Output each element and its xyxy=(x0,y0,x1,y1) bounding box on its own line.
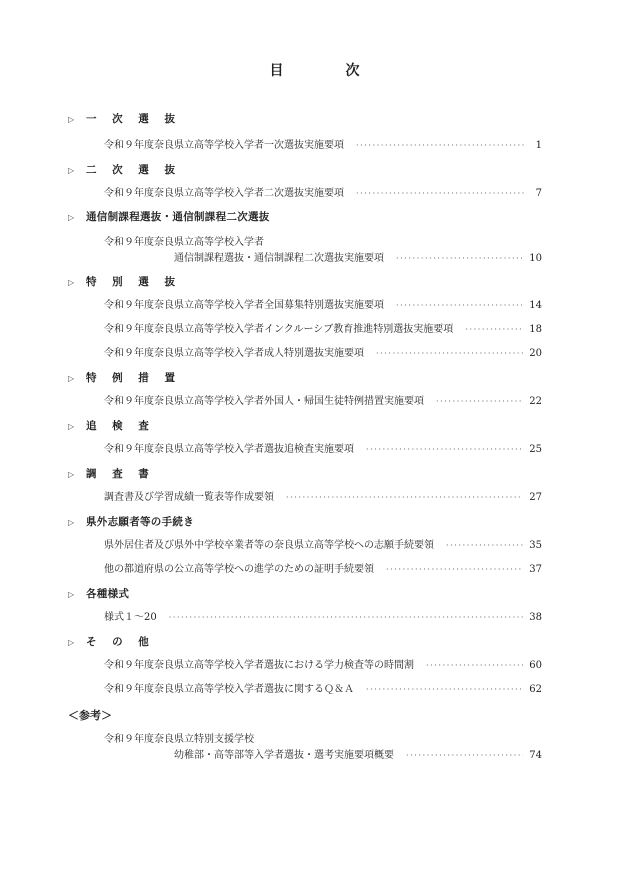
title-left-char: 目 xyxy=(269,63,284,79)
toc-entry-title: 令和９年度奈良県立高等学校入学者選抜に関するＱ＆Ａ xyxy=(104,684,354,695)
dot-leader xyxy=(465,321,523,339)
toc-entry xyxy=(104,681,542,699)
toc-entry xyxy=(174,747,542,765)
dot-leader xyxy=(366,681,523,699)
dot-leader xyxy=(406,747,523,765)
page-number: 37 xyxy=(529,564,542,575)
section-heading xyxy=(68,465,155,483)
triangle-marker-icon: ▷ xyxy=(68,470,75,479)
dot-leader xyxy=(386,561,523,579)
dot-leader xyxy=(286,489,523,507)
dot-leader xyxy=(376,345,523,363)
toc-entry xyxy=(104,297,542,315)
toc-entry xyxy=(104,137,542,155)
section-heading xyxy=(68,208,270,226)
toc-entry-title: 通信制課程選抜・通信制課程二次選抜実施要項 xyxy=(174,253,384,264)
section-label: 県外志願者等の手続き xyxy=(86,516,194,528)
triangle-marker-icon: ▷ xyxy=(68,590,75,599)
dot-leader xyxy=(426,657,523,675)
triangle-marker-icon: ▷ xyxy=(68,518,75,527)
toc-entry-title: 他の都道府県の公立高等学校への進学のための証明手続要領 xyxy=(104,564,374,575)
toc-entry xyxy=(104,537,542,555)
toc-entry xyxy=(104,609,542,627)
section-label: 特 別 選 抜 xyxy=(86,276,181,288)
section-label: 一 次 選 抜 xyxy=(86,113,181,125)
page-number: 10 xyxy=(529,253,542,264)
dot-leader xyxy=(356,185,526,203)
toc-entry-title: 令和９年度奈良県立高等学校入学者外国人・帰国生徒特例措置実施要項 xyxy=(104,396,424,407)
dot-leader xyxy=(396,250,523,268)
page-number: 60 xyxy=(529,660,542,671)
section-heading xyxy=(68,513,194,531)
section-label: 追 検 査 xyxy=(86,420,155,432)
triangle-marker-icon: ▷ xyxy=(68,115,75,124)
toc-entry-title: 幼稚部・高等部等入学者選抜・選考実施要項概要 xyxy=(174,750,394,761)
toc-entry-line1: 令和９年度奈良県立特別支援学校 xyxy=(104,734,254,745)
reference-heading: ＜参考＞ xyxy=(68,709,112,722)
triangle-marker-icon: ▷ xyxy=(68,166,75,175)
toc-entry xyxy=(104,345,542,363)
dot-leader xyxy=(436,393,523,411)
toc-entry-line1: 令和９年度奈良県立高等学校入学者 xyxy=(104,237,264,248)
toc-entry-title: 県外居住者及び県外中学校卒業者等の奈良県立高等学校への志願手続要領 xyxy=(104,540,434,551)
page-number: 35 xyxy=(529,540,542,551)
toc-entry xyxy=(104,185,542,203)
section-label: 二 次 選 抜 xyxy=(86,164,181,176)
toc-entry xyxy=(104,393,542,411)
page-number: 7 xyxy=(535,188,542,199)
section-label: 調 査 書 xyxy=(86,468,155,480)
page-number: 38 xyxy=(529,612,542,623)
section-heading xyxy=(68,369,181,387)
page-number: 74 xyxy=(529,750,542,761)
page-number: 20 xyxy=(529,348,542,359)
section-label: 各種様式 xyxy=(86,588,130,600)
toc-entry xyxy=(174,250,542,268)
dot-leader xyxy=(356,137,526,155)
toc-entry-title: 令和９年度奈良県立高等学校入学者選抜における学力検査等の時間割 xyxy=(104,660,414,671)
toc-entry xyxy=(104,321,542,339)
dot-leader xyxy=(366,441,523,459)
page-number: 25 xyxy=(529,444,542,455)
toc-entry-title: 様式１～20 xyxy=(104,612,157,623)
toc-entry-title: 令和９年度奈良県立高等学校入学者成人特別選抜実施要項 xyxy=(104,348,364,359)
section-label: 通信制課程選抜・通信制課程二次選抜 xyxy=(86,211,270,223)
toc-entry xyxy=(104,441,542,459)
section-heading xyxy=(68,633,155,651)
toc-entry-title: 調査書及び学習成績一覧表等作成要領 xyxy=(104,492,274,503)
section-heading xyxy=(68,585,129,603)
triangle-marker-icon: ▷ xyxy=(68,638,75,647)
triangle-marker-icon: ▷ xyxy=(68,422,75,431)
toc-entry xyxy=(104,561,542,579)
section-label: そ の 他 xyxy=(86,636,155,648)
page-number: 18 xyxy=(529,324,542,335)
toc-entry-title: 令和９年度奈良県立高等学校入学者一次選抜実施要項 xyxy=(104,140,344,151)
section-label: 特 例 措 置 xyxy=(86,372,181,384)
toc-entry-title: 令和９年度奈良県立高等学校入学者全国募集特別選抜実施要項 xyxy=(104,300,384,311)
triangle-marker-icon: ▷ xyxy=(68,278,75,287)
section-heading xyxy=(68,273,181,291)
triangle-marker-icon: ▷ xyxy=(68,213,75,222)
toc-entry-title: 令和９年度奈良県立高等学校入学者インクルーシブ教育推進特別選抜実施要項 xyxy=(104,324,454,335)
page-title xyxy=(0,60,629,80)
toc-entry-title: 令和９年度奈良県立高等学校入学者二次選抜実施要項 xyxy=(104,188,344,199)
page-number: 27 xyxy=(529,492,542,503)
page-number: 62 xyxy=(529,684,542,695)
dot-leader xyxy=(396,297,523,315)
section-heading xyxy=(68,417,155,435)
section-heading xyxy=(68,110,181,128)
title-right-char: 次 xyxy=(345,63,360,79)
page-number: 14 xyxy=(529,300,542,311)
section-heading xyxy=(68,161,181,179)
toc-entry xyxy=(104,489,542,507)
triangle-marker-icon: ▷ xyxy=(68,374,75,383)
toc-entry xyxy=(104,657,542,675)
dot-leader xyxy=(169,609,524,627)
page-number: 1 xyxy=(535,140,542,151)
toc-entry-title: 令和９年度奈良県立高等学校入学者選抜追検査実施要項 xyxy=(104,444,354,455)
dot-leader xyxy=(446,537,523,555)
page-number: 22 xyxy=(529,396,542,407)
